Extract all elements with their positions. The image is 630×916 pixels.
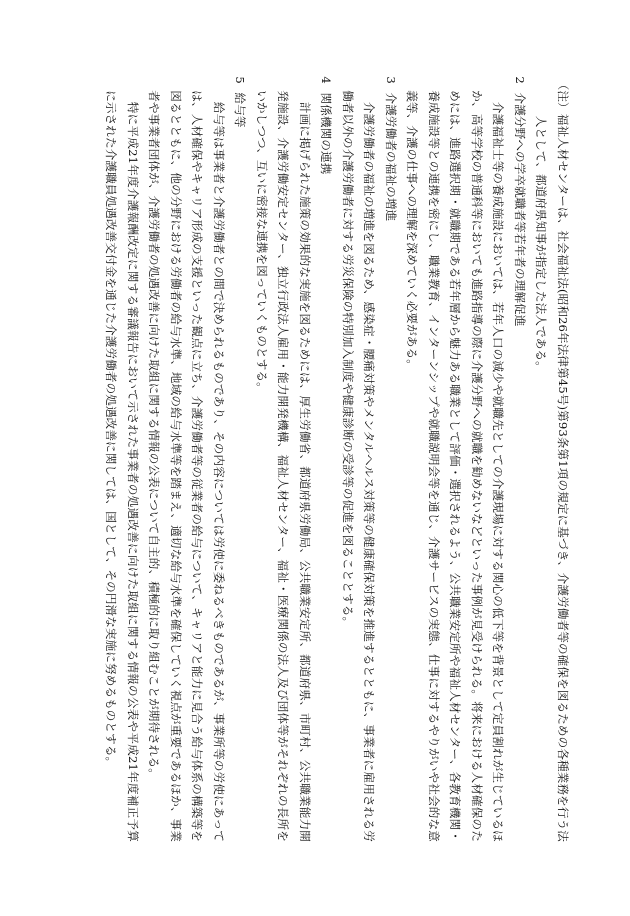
section-heading bbox=[509, 74, 531, 842]
section-body-continued: 特に平成21年度介護報酬改定に関する審議報告において示された事業者の処遇改善に向けた取組に関する情報の公表や平成21年度補正予算に示された介護職員処遇改善交付金を通じた介護労働者の処遇改善に関しては、国として、その円滑な実施に努めるものとする。 bbox=[104, 90, 140, 842]
section-body: 給与等は事業者と介護労働者との間で決められるものであり、その内容については労使に委ねるべきものであるが、事業所等の労使にあっては、人材確保やキャリア形成の支援といった観点に立ち、介護労働者等の従業者の給与について、キャリアと能力に見合う給与体系の構築等を図るとともに、他の分野における労働者の給与水準、地域の給与水準等を踏まえ、適切な給与水準を確保していく視点が重要であるほか、事業者や事業者団体が、介護労働者の処遇改善に向けた取組に関する情報の公表について自主的、積極的に取り組むことが期待される。 bbox=[147, 90, 226, 842]
rotated-text-block bbox=[35, 48, 595, 868]
section-heading bbox=[380, 74, 402, 842]
note-label: （注） bbox=[556, 78, 570, 114]
section-number: 2 bbox=[513, 76, 527, 84]
section-title: 給与等 bbox=[233, 92, 248, 128]
section-body: 計画に掲げられた施策の効果的な実施を図るためには、厚生労働省、都道府県労働局、公共職業安定所、都道府県、市町村、公共職業能力開発施設、介護労働安定センター、独立行政法人雇用・能力開発機構、福祉人材センター、福祉・医療関係の法人及び団体等がそれぞれの長所をいかしつつ、互いに密接な連携を図っていくものとする。 bbox=[255, 90, 312, 842]
section-heading bbox=[229, 74, 251, 842]
section-title: 介護労働者の福祉の増進 bbox=[384, 92, 398, 222]
note-text: 福祉人材センターは、社会福祉法(昭和26年法律第45号)第93条第1項の規定に基づき、介護労働者等の確保を図るための各種業務を行う法人として、都道府県知事が指定した法人である。 bbox=[534, 113, 570, 842]
section-body: 介護福祉士等の養成施設においては、若年人口の減少や就職先としての介護現場に対する関心の低下等を背景として定員割れが生じているほか、高等学校の普通科等においても進路指導の際に介護分野への就職を勧めないなどといった事例が見受けられる。将来における人材確保のためには、進路選択期・就職期である若年層から魅力ある職業として評価・選択されるよう、公共職業安定所や福祉人材センター、各教育機関・養成施設等との連携を密にし、職業教育、インターンシップや就職説明会等を通じ、介護サービスの実態、仕事に対するやりがいや社会的な意義等、介護の仕事への理解を深めていく必要がある。 bbox=[405, 90, 506, 842]
section-number: 3 bbox=[384, 76, 398, 84]
section-title: 介護分野への学卒就職者等若年者の理解促進 bbox=[513, 92, 527, 327]
section-number: 5 bbox=[233, 76, 248, 84]
section-body: 介護労働者の福祉の増進を図るため、感染症・腰痛対策やメンタルヘルス対策等の健康確保対策を推進するとともに、事業者に雇用される労働者以外の介護労働者に対する労災保険の特別加入制度や健康診断の受診等の促進を図ることとする。 bbox=[341, 90, 377, 842]
section-heading bbox=[315, 74, 337, 842]
section-number: 4 bbox=[319, 76, 334, 84]
note-paragraph bbox=[530, 74, 573, 842]
section-title: 関係機関の連携 bbox=[319, 92, 334, 175]
